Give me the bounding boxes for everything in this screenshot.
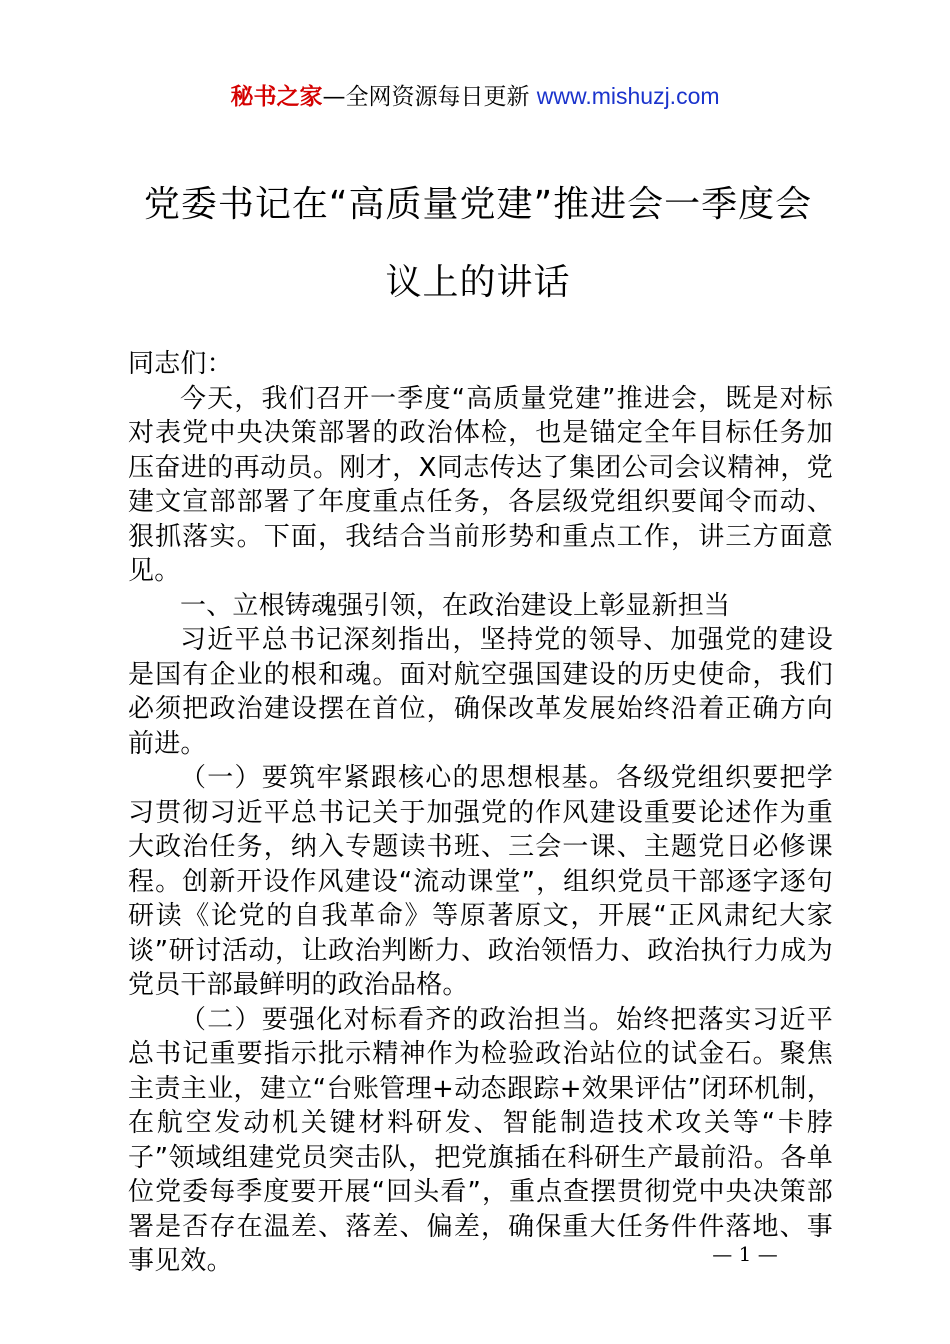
document-title: 党委书记在“高质量党建”推进会一季度会议上的讲话 xyxy=(143,184,813,303)
salutation: 同志们： xyxy=(128,349,233,379)
paragraph-point-1: （一）要筑牢紧跟核心的思想根基。各级党组织要把学习贯彻习近平总书记关于加强党的作风建设重要论述作为重大政治任务，纳入专题读书班、三会一课、主题党日必修课程。创新开设作风建设“流动课堂”，组织党员干部逐字逐句研读《论党的自我革命》等原著原文，开展“正风肃纪大家谈”研讨活动，让政治判断力、政治领悟力、政治执行力成为党员干部最鲜明的政治品格。 xyxy=(128,763,833,1000)
site-url-link[interactable]: www.mishuzj.com xyxy=(536,83,720,109)
paragraph-point-2: （二）要强化对标看齐的政治担当。始终把落实习近平总书记重要指示批示精神作为检验政治站位的试金石。聚焦主责主业，建立“台账管理+动态跟踪+效果评估”闭环机制，在航空发动机关键材料研发、智能制造技术攻关等“卡脖子”领域组建党员突击队，把党旗插在科研生产最前沿。各单位党委每季度要开展“回头看”，重点查摆贯彻党中央决策部署是否存在温差、落差、偏差，确保重大任务件件落地、事事见效。 xyxy=(128,1004,833,1276)
paragraph-section-1-intro: 习近平总书记深刻指出，坚持党的领导、加强党的建设是国有企业的根和魂。面对航空强国建设的历史使命，我们必须把政治建设摆在首位，确保改革发展始终沿着正确方向前进。 xyxy=(128,625,833,759)
paragraph-intro: 今天，我们召开一季度“高质量党建”推进会，既是对标对表党中央决策部署的政治体检，也是锚定全年目标任务加压奋进的再动员。刚才，X同志传达了集团公司会议精神，党建文宣部部署了年度重点任务，各层级党组织要闻令而动、狠抓落实。下面，我结合当前形势和重点工作，讲三方面意见。 xyxy=(128,383,833,586)
section-heading-1: 一、立根铸魂强引领，在政治建设上彰显新担当 xyxy=(180,590,731,621)
page-number: — 1 — xyxy=(712,1242,778,1266)
document-body xyxy=(128,347,833,1279)
site-header xyxy=(0,80,950,113)
site-brand: 秘书之家 xyxy=(230,84,323,110)
site-tagline: —全网资源每日更新 xyxy=(322,84,537,110)
